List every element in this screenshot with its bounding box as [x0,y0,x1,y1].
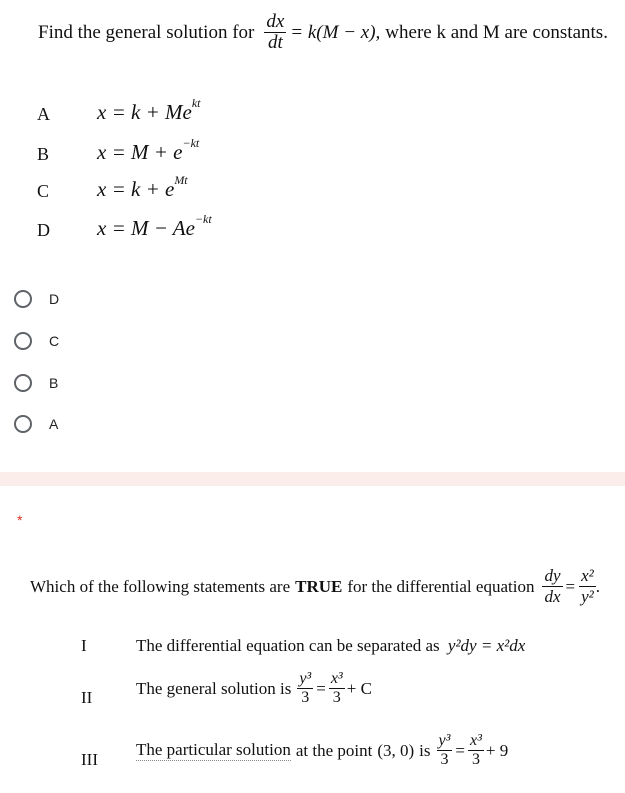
statement-3-lhs [437,732,453,769]
option-d-base: x = M − Ae [97,216,195,240]
q2-ratio [579,566,596,607]
radio-label[interactable]: D [49,291,60,307]
option-expression-c [97,173,188,202]
frac-den: 3 [332,689,341,706]
statement-3-is: is [419,740,431,760]
radio-choice-d[interactable] [14,290,59,308]
statement-1-number: I [81,636,87,655]
option-d-exp: −kt [194,212,212,226]
frac-den: 3 [301,689,310,706]
frac-num: y³ [299,670,312,687]
option-a-base: x = k + Me [97,100,192,124]
frac-den: 3 [471,751,480,768]
statement-2-text: The general solution is [136,678,292,698]
q2-ratio-num: x² [581,566,594,585]
frac-num: y³ [438,732,451,749]
option-c-exp: Mt [174,173,188,187]
statement-1-text: The differential equation can be separated as [136,636,440,655]
section-divider [0,472,625,486]
radio-button[interactable] [14,332,32,350]
statement-3 [136,732,508,769]
statement-3-underlined: The particular solution [136,740,291,759]
radio-choice-a[interactable] [14,415,58,433]
q1-frac-num: dx [266,11,285,32]
radio-label[interactable]: B [49,375,59,391]
option-expression-b [97,136,200,165]
statement-2-number: II [81,688,93,707]
q2-frac-den: dx [544,587,561,606]
radio-button[interactable] [14,290,32,308]
statement-2-rhs [329,670,345,707]
option-a-exp: kt [191,96,201,110]
frac-num: x³ [330,670,343,687]
option-letter-c: C [37,181,50,201]
option-b-exp: −kt [182,136,200,150]
equals-sign: = [316,678,326,698]
q2-suffix: for the differential equation [347,576,535,596]
statement-3-point: (3, 0) [377,740,415,760]
statement-3-rhs [468,732,484,769]
q2-equals: = [565,576,576,596]
q2-prefix: Which of the following statements are [30,576,291,596]
option-expression-a [97,96,201,125]
q2-frac-num: dy [544,566,561,585]
option-letter-a: A [37,104,50,124]
required-asterisk: * [17,512,23,528]
radio-button[interactable] [14,415,32,433]
frac-den: 3 [440,751,449,768]
statement-2-lhs [297,670,313,707]
radio-label[interactable]: C [49,333,60,349]
frac-num: x³ [470,732,482,749]
statement-3-text: at the point [295,740,373,760]
option-letter-b: B [37,144,50,164]
option-letter-d: D [37,220,50,240]
q1-derivative [264,12,286,53]
radio-choice-b[interactable] [14,374,58,392]
statement-1 [136,636,525,656]
statement-1-math: y²dy = x²dx [447,636,526,655]
option-c-base: x = k + e [97,177,175,201]
q1-rhs: = k(M − x), [290,21,381,43]
q2-ratio-den: y² [581,587,594,606]
radio-label[interactable]: A [49,416,59,432]
equals-sign: = [455,740,465,760]
radio-button[interactable] [14,374,32,392]
q2-end: . [595,576,600,596]
q2-derivative [542,566,562,607]
q1-frac-den: dt [267,32,283,53]
statement-2 [136,670,372,707]
radio-choice-c[interactable] [14,332,59,350]
question-1-text [38,12,608,53]
q1-suffix: where k and M are constants. [385,21,608,43]
question-2-text [30,566,600,607]
option-b-base: x = M + e [97,140,183,164]
q2-bold: TRUE [295,576,343,596]
statement-3-tail: + 9 [485,740,509,760]
option-expression-d [97,212,212,241]
statement-3-number: III [81,750,98,769]
q1-prefix: Find the general solution for [38,21,255,43]
statement-2-tail: + C [346,678,372,698]
